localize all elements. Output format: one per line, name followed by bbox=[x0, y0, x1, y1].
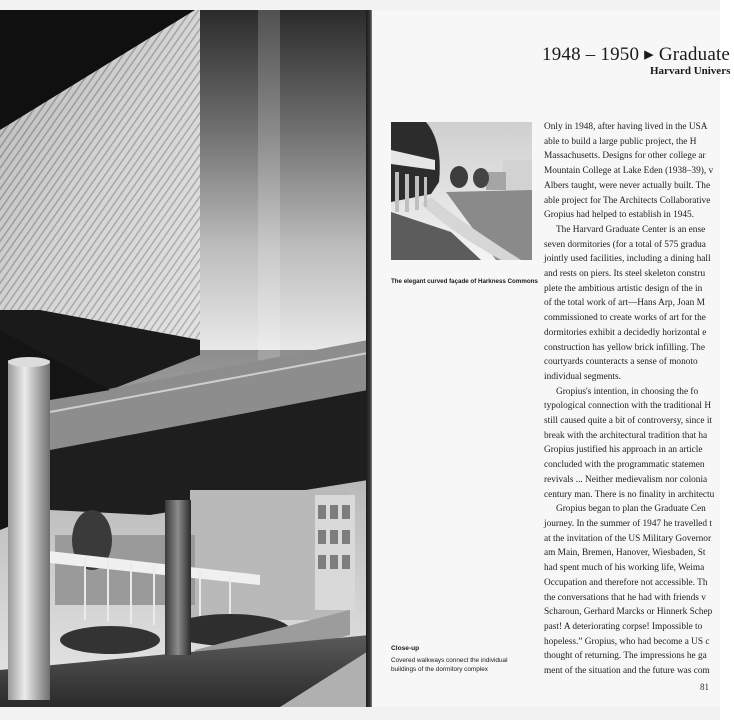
body-text-line: Gropius's intention, in choosing the fo bbox=[556, 386, 699, 397]
body-text-line: and rests on piers. Its steel skeleton constru bbox=[544, 269, 706, 280]
body-text-line: jointly used facilities, including a dining hall bbox=[544, 254, 711, 265]
body-text-line: Mountain College at Lake Eden (1938–39), v bbox=[544, 166, 714, 177]
body-text-line: dormitories exhibit a decidedly horizontal e bbox=[544, 327, 707, 338]
body-text-line: Gropius began to plan the Graduate Cen bbox=[556, 504, 706, 515]
body-text-line: seven dormitories (for a total of 575 gradua bbox=[544, 239, 706, 250]
closeup-caption-title: Close-up bbox=[391, 645, 420, 652]
body-text-line: individual segments. bbox=[544, 371, 621, 382]
chapter-subtitle: Harvard Univers bbox=[650, 65, 731, 77]
body-text-line: at the invitation of the US Military Governor bbox=[544, 533, 712, 544]
body-text-line: thought of returning. The impressions he ga bbox=[544, 651, 707, 662]
body-text-line: Scharoun, Gerhard Marcks or Hinnerk Schep bbox=[544, 607, 713, 618]
body-text-line: courtyards counteracts a sense of monoto bbox=[544, 357, 698, 368]
body-text-line: revivals ... Neither medievalism nor colonia bbox=[544, 474, 708, 485]
page-number: 81 bbox=[700, 682, 709, 692]
body-text-line: am Main, Bremen, Hanover, Wiesbaden, St bbox=[544, 548, 706, 559]
walkway-canopy-photograph bbox=[0, 10, 370, 707]
body-text-line: Only in 1948, after having lived in the USA bbox=[544, 122, 708, 132]
body-text-line: typological connection with the traditional H bbox=[544, 401, 712, 412]
body-text-line: break with the architectural tradition that ha bbox=[544, 430, 708, 441]
body-text-line: century man. There is no finality in architectu bbox=[544, 489, 715, 500]
body-text-line: past! A deteriorating corpse! Impossible to bbox=[544, 621, 703, 632]
body-text-line: hopeless.” Gropius, who had become a US c bbox=[544, 636, 710, 647]
body-text-line: Gropius justified his approach in an article bbox=[544, 445, 703, 456]
body-text bbox=[544, 120, 734, 679]
body-text-line: Occupation and therefore not accessible. Th bbox=[544, 577, 708, 588]
left-page-photo bbox=[0, 10, 370, 707]
body-text-line: commissioned to create works of art for the bbox=[544, 313, 706, 324]
body-text-line: construction has yellow brick infilling. The bbox=[544, 342, 705, 353]
photo-caption: The elegant curved façade of Harkness Commons bbox=[391, 278, 538, 285]
body-text-line: the conversations that he had with friends v bbox=[544, 592, 706, 603]
body-text-line: The Harvard Graduate Center is an ense bbox=[556, 224, 706, 235]
body-text-line: Albers taught, were never actually built. The bbox=[544, 180, 711, 191]
harkness-commons-photo bbox=[391, 122, 532, 260]
harkness-commons-image bbox=[391, 122, 532, 260]
body-text-line: Massachusetts. Designs for other college ar bbox=[544, 151, 706, 162]
body-text-line: able project for The Architects Collaborative bbox=[544, 195, 711, 206]
body-text-line: of the total work of art—Hans Arp, Joan M bbox=[544, 298, 705, 309]
body-text-line: had spent much of his working life, Weima bbox=[544, 563, 705, 574]
body-text-line: plete the ambitious artistic design of the in bbox=[544, 283, 703, 294]
right-page bbox=[372, 10, 731, 707]
body-text-line: able to build a large public project, the H bbox=[544, 136, 697, 147]
body-text-line: ment of the situation and the future was com bbox=[544, 666, 710, 677]
closeup-caption-body: Covered walkways connect the individual buildings of the dormitory complex bbox=[391, 657, 508, 674]
body-text-line: Gropius had helped to establish in 1945. bbox=[544, 210, 695, 221]
body-text-line: journey. In the summer of 1947 he travelled t bbox=[544, 518, 712, 529]
body-text-line: concluded with the programmatic statemen bbox=[544, 460, 705, 471]
chapter-title: 1948 – 1950 ▸ Graduate bbox=[542, 44, 731, 65]
body-text-line: still caused quite a bit of controversy, since it bbox=[544, 416, 712, 427]
